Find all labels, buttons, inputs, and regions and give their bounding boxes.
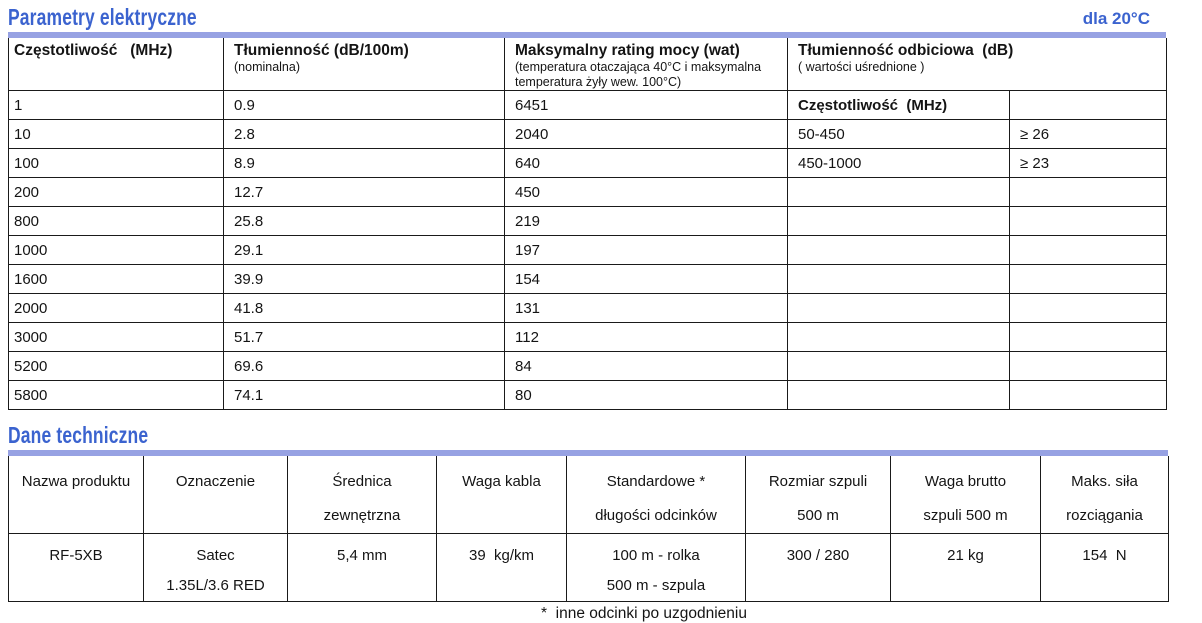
header-line: długości odcinków <box>595 507 717 524</box>
cell-return-loss-range <box>788 323 1010 352</box>
col-header-outer-diameter <box>288 456 437 534</box>
cell-line: 500 m - szpula <box>606 577 706 594</box>
cell-frequency: 5200 <box>9 352 224 381</box>
col-header-frequency <box>9 38 224 91</box>
col-header-attenuation-label: Tłumienność (dB/100m) <box>234 42 409 59</box>
cell-line: RF-5XB <box>49 547 103 564</box>
cell-power: 640 <box>505 149 788 178</box>
header-line: Waga brutto <box>924 473 1007 490</box>
col-header-product-name <box>9 456 144 534</box>
cell-attenuation: 2.8 <box>224 120 505 149</box>
params-header-row <box>9 38 1167 91</box>
footnote: * inne odcinki po uzgodnieniu <box>541 605 747 622</box>
header-line: Maks. siła <box>1071 473 1138 490</box>
section-title-technical: Dane techniczne <box>8 422 149 448</box>
header-line: Standardowe * <box>606 473 706 490</box>
header-line: szpuli 500 m <box>923 507 1008 524</box>
cell-return-loss-range <box>788 352 1010 381</box>
cell-line: 100 m - rolka <box>612 547 700 564</box>
cell-return-loss-value <box>1010 352 1167 381</box>
cell-frequency: 1 <box>9 91 224 120</box>
col-header-return-loss-label: Tłumienność odbiciowa (dB) <box>798 42 1014 59</box>
electrical-parameters-table <box>8 38 1167 410</box>
cell-return-loss-value: ≥ 23 <box>1010 149 1167 178</box>
cell-return-loss-range: 50-450 <box>788 120 1010 149</box>
technical-data-table <box>8 456 1169 602</box>
cell-attenuation: 41.8 <box>224 294 505 323</box>
col-header-gross-weight <box>891 456 1041 534</box>
col-header-designation <box>144 456 288 534</box>
cell-gross-weight <box>891 534 1041 602</box>
cell-return-loss-range <box>788 381 1010 410</box>
col-header-standard-lengths <box>567 456 746 534</box>
cell-frequency: 1000 <box>9 236 224 265</box>
cell-return-loss-range <box>788 294 1010 323</box>
cell-line: 21 kg <box>947 547 984 564</box>
technical-section <box>8 423 1202 623</box>
cell-return-loss-value <box>1010 236 1167 265</box>
table-row <box>9 265 1167 294</box>
temperature-note: dla 20°C <box>1082 9 1150 28</box>
header-line: Oznaczenie <box>175 473 256 490</box>
cell-frequency: 5800 <box>9 381 224 410</box>
cell-spool-size <box>746 534 891 602</box>
cell-line: 5,4 mm <box>336 547 387 564</box>
section-title-electrical: Parametry elektryczne <box>8 4 197 30</box>
cell-line: 1.35L/3.6 RED <box>166 577 265 594</box>
cell-frequency: 200 <box>9 178 224 207</box>
col-header-attenuation-sub: (nominalna) <box>234 60 301 74</box>
cell-power: 450 <box>505 178 788 207</box>
cell-return-loss-value <box>1010 381 1167 410</box>
cell-return-loss-range: 450-1000 <box>788 149 1010 178</box>
col-header-spool-size <box>746 456 891 534</box>
header-line: 500 m <box>797 507 839 524</box>
return-loss-subheader: Częstotliwość (MHz) <box>788 91 1010 120</box>
cell-frequency: 100 <box>9 149 224 178</box>
cell-standard-lengths <box>567 534 746 602</box>
cell-return-loss-range <box>788 207 1010 236</box>
table-row <box>9 352 1167 381</box>
header-line: Rozmiar szpuli <box>768 473 868 490</box>
cell-line: 39 kg/km <box>468 547 535 564</box>
table-row <box>9 236 1167 265</box>
cell-frequency: 10 <box>9 120 224 149</box>
cell-return-loss-range <box>788 236 1010 265</box>
cell-cable-weight <box>437 534 567 602</box>
header-line: zewnętrzna <box>323 507 401 524</box>
cell-attenuation: 39.9 <box>224 265 505 294</box>
header-line: Waga kabla <box>462 473 541 490</box>
cell-outer-diameter <box>288 534 437 602</box>
cell-attenuation: 25.8 <box>224 207 505 236</box>
cell-power: 6451 <box>505 91 788 120</box>
table-row <box>9 207 1167 236</box>
cell-line: Satec <box>196 547 235 564</box>
cell-power: 131 <box>505 294 788 323</box>
cell-attenuation: 69.6 <box>224 352 505 381</box>
cell-attenuation: 0.9 <box>224 91 505 120</box>
cell-max-tension <box>1041 534 1169 602</box>
cell-power: 154 <box>505 265 788 294</box>
cell-attenuation: 12.7 <box>224 178 505 207</box>
cell-return-loss-value <box>1010 91 1167 120</box>
electrical-section-header <box>8 5 1166 30</box>
tech-data-row <box>9 534 1169 602</box>
cell-power: 2040 <box>505 120 788 149</box>
table-row <box>9 149 1167 178</box>
table-row <box>9 120 1167 149</box>
cell-line: 300 / 280 <box>786 547 850 564</box>
header-line: Średnica <box>332 473 392 490</box>
cell-return-loss-value <box>1010 265 1167 294</box>
cell-return-loss-value <box>1010 294 1167 323</box>
cell-return-loss-range <box>788 178 1010 207</box>
cell-product-name <box>9 534 144 602</box>
cell-return-loss-value <box>1010 178 1167 207</box>
table-row <box>9 323 1167 352</box>
col-header-max-tension <box>1041 456 1169 534</box>
col-header-power-rating-sub: (temperatura otaczająca 40°C i maksymalna temperatura żyły wew. 100°C) <box>515 60 762 89</box>
header-line: Nazwa produktu <box>21 473 131 490</box>
cell-frequency: 800 <box>9 207 224 236</box>
table-row <box>9 178 1167 207</box>
cell-attenuation: 29.1 <box>224 236 505 265</box>
cell-frequency: 1600 <box>9 265 224 294</box>
cell-line: 154 N <box>1082 547 1127 564</box>
table-row <box>9 294 1167 323</box>
cell-power: 80 <box>505 381 788 410</box>
cell-power: 112 <box>505 323 788 352</box>
col-header-power-rating <box>505 38 788 91</box>
header-line: rozciągania <box>1066 507 1143 524</box>
col-header-return-loss <box>788 38 1167 91</box>
cell-attenuation: 8.9 <box>224 149 505 178</box>
cell-power: 219 <box>505 207 788 236</box>
tech-header-row <box>9 456 1169 534</box>
cell-attenuation: 74.1 <box>224 381 505 410</box>
cell-return-loss-range <box>788 265 1010 294</box>
col-header-return-loss-sub: ( wartości uśrednione ) <box>798 60 925 74</box>
col-header-frequency-label: Częstotliwość (MHz) <box>14 42 173 59</box>
cell-frequency: 3000 <box>9 323 224 352</box>
col-header-attenuation <box>224 38 505 91</box>
col-header-cable-weight <box>437 456 567 534</box>
cell-return-loss-value <box>1010 207 1167 236</box>
col-header-power-rating-label: Maksymalny rating mocy (wat) <box>515 42 740 59</box>
cell-attenuation: 51.7 <box>224 323 505 352</box>
cell-designation <box>144 534 288 602</box>
cell-power: 197 <box>505 236 788 265</box>
cell-return-loss-value <box>1010 323 1167 352</box>
table-row <box>9 91 1167 120</box>
cell-power: 84 <box>505 352 788 381</box>
cell-return-loss-value: ≥ 26 <box>1010 120 1167 149</box>
table-row <box>9 381 1167 410</box>
cell-frequency: 2000 <box>9 294 224 323</box>
